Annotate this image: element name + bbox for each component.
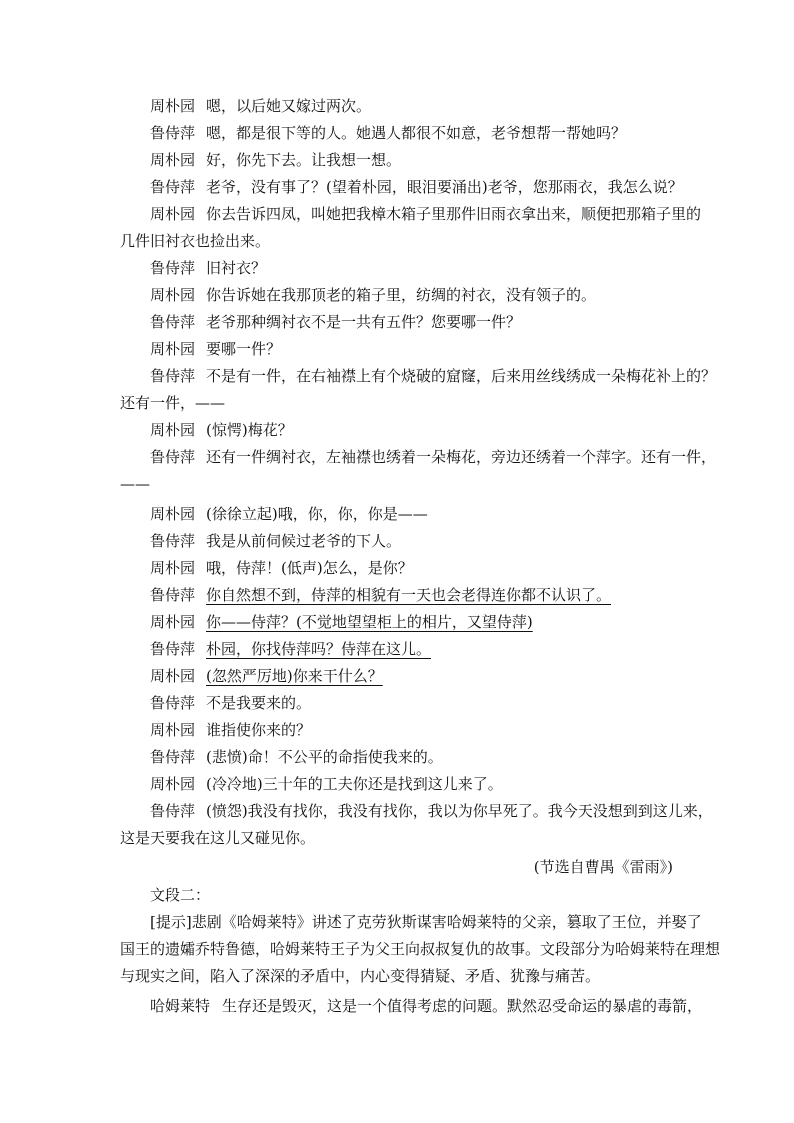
underlined-span bbox=[150, 640, 431, 658]
speaker-name: 鲁侍萍 bbox=[150, 640, 196, 658]
speaker-name: 鲁侍萍 bbox=[150, 448, 196, 466]
underlined-dialogue-line bbox=[0, 612, 794, 632]
speaker-name: 鲁侍萍 bbox=[150, 802, 196, 820]
dialogue-line bbox=[0, 123, 794, 143]
dialogue-text: 嗯，都是很下等的人。她遇人都很不如意，老爷想帮一帮她吗？ bbox=[206, 124, 627, 142]
dialogue-text: 你——侍萍？(不觉地望望柜上的相片，又望侍萍) bbox=[206, 613, 533, 631]
speaker-name: 周朴园 bbox=[150, 667, 196, 685]
speaker-name: 鲁侍萍 bbox=[150, 532, 196, 550]
speaker-name: 周朴园 bbox=[150, 151, 196, 169]
dialogue-line bbox=[0, 204, 794, 224]
dialogue-text: (惊愕)梅花？ bbox=[206, 421, 293, 439]
dialogue-text: 朴园，你找侍萍吗？侍萍在这儿。 bbox=[206, 640, 432, 658]
dialogue-text: 你自然想不到，侍萍的相貌有一天也会老得连你都不认识了。 bbox=[206, 586, 612, 604]
underlined-span bbox=[150, 667, 383, 685]
dialogue-text: 不是有一件，在右袖襟上有个烧破的窟窿，后来用丝线绣成一朵梅花补上的？ bbox=[206, 367, 717, 385]
speaker-name: 鲁侍萍 bbox=[150, 313, 196, 331]
dialogue-continuation: 这是天要我在这儿又碰见你。 bbox=[120, 829, 316, 847]
speaker-name: 周朴园 bbox=[150, 559, 196, 577]
dialogue-text: 好，你先下去。让我想一想。 bbox=[206, 151, 402, 169]
speaker-name: 周朴园 bbox=[150, 205, 196, 223]
underlined-dialogue-line bbox=[0, 639, 794, 659]
dialogue-line bbox=[0, 693, 794, 713]
speaker-name: 周朴园 bbox=[150, 721, 196, 739]
speaker-name: 鲁侍萍 bbox=[150, 178, 196, 196]
speaker-name: 哈姆莱特 bbox=[150, 997, 211, 1015]
dialogue-line bbox=[0, 774, 794, 794]
hint-paragraph-line: 国王的遗孀乔特鲁德，哈姆莱特王子为父王向叔叔复仇的故事。文段部分为哈姆莱特在理想 bbox=[120, 940, 721, 958]
dialogue-line bbox=[0, 447, 794, 467]
speaker-name: 周朴园 bbox=[150, 286, 196, 304]
underlined-span bbox=[150, 586, 611, 604]
dialogue-line bbox=[0, 801, 794, 821]
dialogue-line bbox=[0, 258, 794, 278]
dialogue-text: 老爷，没有事了？(望着朴园，眼泪要涌出)老爷，您那雨衣，我怎么说？ bbox=[206, 178, 683, 196]
speaker-name: 周朴园 bbox=[150, 775, 196, 793]
dialogue-line bbox=[0, 96, 794, 116]
dialogue-text: 要哪一件？ bbox=[206, 340, 282, 358]
source-attribution: (节选自曹禺《雷雨》) bbox=[533, 858, 673, 876]
hint-paragraph-line: 与现实之间，陷入了深深的矛盾中，内心变得猜疑、矛盾、犹豫与痛苦。 bbox=[120, 967, 601, 985]
speaker-name: 鲁侍萍 bbox=[150, 748, 196, 766]
dialogue-line bbox=[0, 285, 794, 305]
dialogue-text: 谁指使你来的？ bbox=[206, 721, 312, 739]
speaker-name: 周朴园 bbox=[150, 340, 196, 358]
dialogue-line bbox=[0, 366, 794, 386]
dialogue-line bbox=[0, 312, 794, 332]
dialogue-text: 不是我要来的。 bbox=[206, 694, 312, 712]
dialogue-line bbox=[0, 720, 794, 740]
speaker-name: 鲁侍萍 bbox=[150, 367, 196, 385]
hint-paragraph-line: [提示]悲剧《哈姆莱特》讲述了克劳狄斯谋害哈姆莱特的父亲，篡取了王位，并娶了 bbox=[150, 913, 702, 931]
speaker-name: 鲁侍萍 bbox=[150, 694, 196, 712]
dialogue-text: 哦，侍萍！(低声)怎么，是你？ bbox=[206, 559, 413, 577]
speaker-name: 周朴园 bbox=[150, 97, 196, 115]
dialogue-line bbox=[0, 996, 794, 1016]
dialogue-line bbox=[0, 150, 794, 170]
dialogue-text: (忽然严厉地)你来干什么？ bbox=[206, 667, 383, 685]
speaker-name: 鲁侍萍 bbox=[150, 259, 196, 277]
dialogue-text: 你告诉她在我那顶老的箱子里，纺绸的衬衣，没有领子的。 bbox=[206, 286, 597, 304]
dialogue-text: 老爷那种绸衬衣不是一共有五件？您要哪一件？ bbox=[206, 313, 522, 331]
dialogue-text: 我是从前伺候过老爷的下人。 bbox=[206, 532, 402, 550]
underlined-dialogue-line bbox=[0, 666, 794, 686]
dialogue-line bbox=[0, 504, 794, 524]
dialogue-text: 生存还是毁灭，这是一个值得考虑的问题。默然忍受命运的暴虐的毒箭， bbox=[222, 997, 703, 1015]
dialogue-line bbox=[0, 558, 794, 578]
speaker-name: 周朴园 bbox=[150, 421, 196, 439]
speaker-name: 鲁侍萍 bbox=[150, 586, 196, 604]
dialogue-text: 你去告诉四凤，叫她把我樟木箱子里那件旧雨衣拿出来，顺便把那箱子里的 bbox=[206, 205, 702, 223]
dialogue-line bbox=[0, 177, 794, 197]
speaker-name: 周朴园 bbox=[150, 613, 196, 631]
speaker-name: 周朴园 bbox=[150, 505, 196, 523]
dialogue-line bbox=[0, 531, 794, 551]
section-heading: 文段二： bbox=[150, 886, 211, 904]
dialogue-text: (悲愤)命！不公平的命指使我来的。 bbox=[206, 748, 443, 766]
underlined-span bbox=[150, 613, 533, 631]
dialogue-continuation: 几件旧衬衣也捡出来。 bbox=[120, 232, 271, 250]
dialogue-line bbox=[0, 747, 794, 767]
dialogue-text: 还有一件绸衬衣，左袖襟也绣着一朵梅花，旁边还绣着一个萍字。还有一件， bbox=[206, 448, 717, 466]
dialogue-line bbox=[0, 420, 794, 440]
dialogue-text: (冷冷地)三十年的工夫你还是找到这儿来了。 bbox=[206, 775, 503, 793]
underlined-dialogue-line bbox=[0, 585, 794, 605]
dialogue-line bbox=[0, 339, 794, 359]
dialogue-text: 旧衬衣？ bbox=[206, 259, 267, 277]
dialogue-text: (徐徐立起)哦，你，你，你是—— bbox=[206, 505, 428, 523]
dialogue-text: (愤怨)我没有找你，我没有找你，我以为你早死了。我今天没想到到这儿来， bbox=[206, 802, 713, 820]
speaker-name: 鲁侍萍 bbox=[150, 124, 196, 142]
dialogue-text: 嗯，以后她又嫁过两次。 bbox=[206, 97, 372, 115]
dialogue-continuation: 还有一件，—— bbox=[120, 394, 226, 412]
dialogue-continuation: —— bbox=[120, 475, 150, 493]
